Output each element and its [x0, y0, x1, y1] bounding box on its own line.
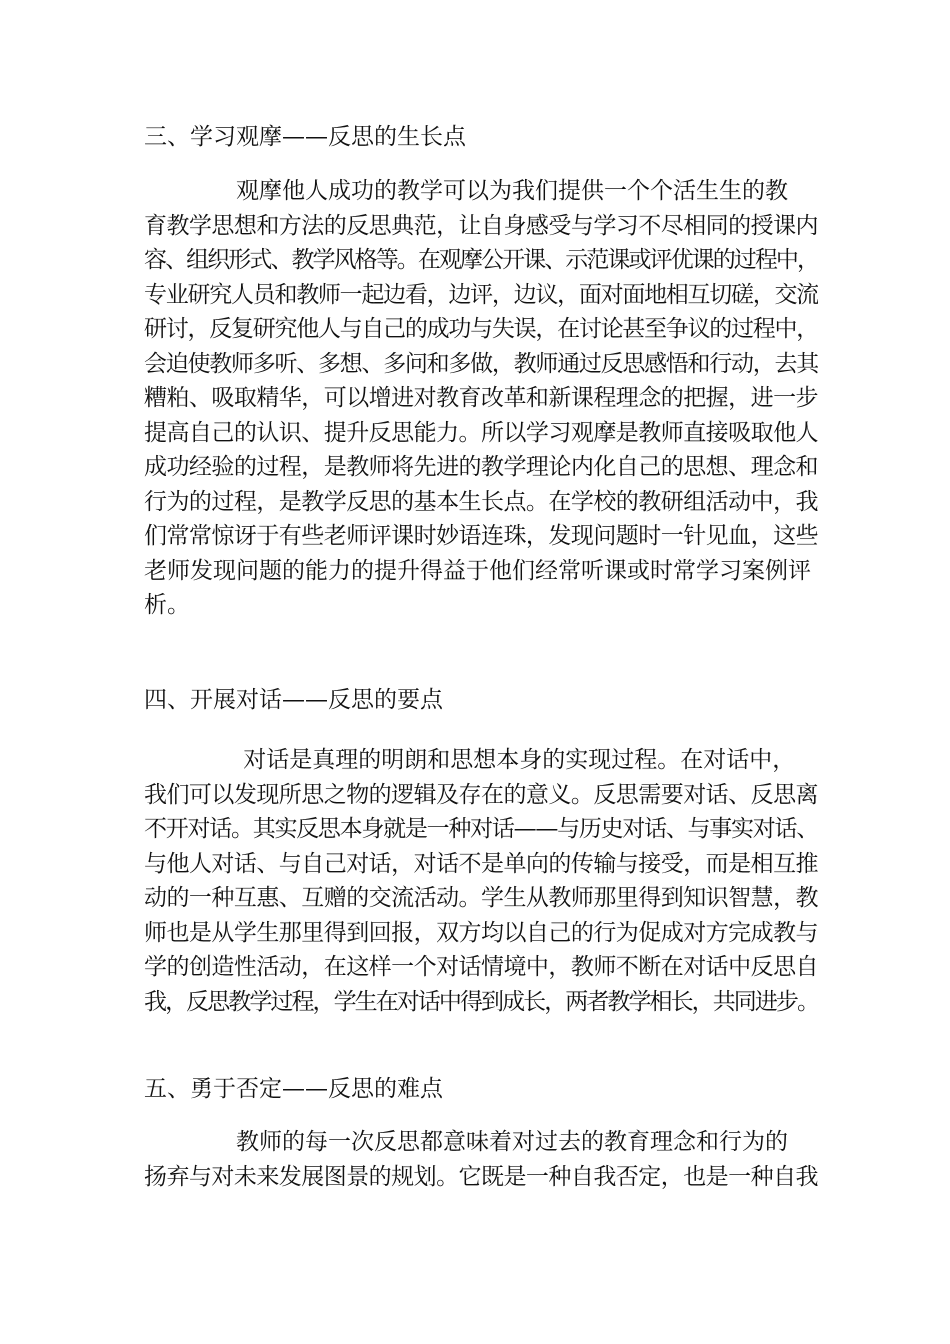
text-line: 育教学思想和方法的反思典范，让自身感受与学习不尽相同的授课内 — [144, 212, 818, 239]
text-line: 容、组织形式、教学风格等。在观摩公开课、示范课或评优课的过程中， — [144, 247, 818, 273]
text-line: 专业研究人员和教师一起边看，边评，边议，面对面地相互切磋，交流 — [144, 281, 818, 308]
section-heading-3: 三、学习观摩——反思的生长点 — [144, 124, 466, 150]
text-line: 行为的过程，是教学反思的基本生长点。在学校的教研组活动中，我 — [144, 488, 818, 515]
text-line: 师也是从学生那里得到回报，双方均以自己的行为促成对方完成教与 — [144, 919, 818, 946]
text-line: 教师的每一次反思都意味着对过去的教育理念和行为的 — [144, 1129, 788, 1155]
text-line: 对话是真理的明朗和思想本身的实现过程。在对话中， — [144, 747, 796, 773]
section-paragraph-5 — [144, 1125, 818, 1194]
text-line: 会迫使教师多听、多想、多问和多做，教师通过反思感悟和行动，去其 — [144, 350, 818, 377]
text-line: 学的创造性活动，在这样一个对话情境中，教师不断在对话中反思自 — [144, 954, 818, 980]
text-line: 提高自己的认识、提升反思能力。所以学习观摩是教师直接吸取他人 — [144, 419, 818, 446]
section-paragraph-4 — [144, 743, 818, 1019]
text-line: 我们可以发现所思之物的逻辑及存在的意义。反思需要对话、反思离 — [144, 781, 818, 808]
text-line: 研讨，反复研究他人与自己的成功与失误，在讨论甚至争议的过程中， — [144, 316, 818, 342]
text-line: 糟粕、吸取精华，可以增进对教育改革和新课程理念的把握，进一步 — [144, 385, 818, 411]
section-heading-5: 五、勇于否定——反思的难点 — [144, 1076, 443, 1102]
text-line: 观摩他人成功的教学可以为我们提供一个个活生生的教 — [144, 178, 788, 204]
text-line: 老师发现问题的能力的提升得益于他们经常听课或时常学习案例评 — [144, 557, 811, 584]
text-line: 们常常惊讶于有些老师评课时妙语连珠，发现问题时一针见血，这些 — [144, 523, 818, 549]
section-heading-4: 四、开展对话——反思的要点 — [144, 687, 443, 713]
section-paragraph-3 — [144, 174, 818, 623]
text-line: 我，反思教学过程，学生在对话中得到成长，两者教学相长，共同进步。 — [144, 988, 818, 1015]
text-line: 扬弃与对未来发展图景的规划。它既是一种自我否定，也是一种自我 — [144, 1163, 818, 1190]
text-line: 析。 — [144, 592, 190, 618]
text-line: 与他人对话、与自己对话，对话不是单向的传输与接受，而是相互推 — [144, 850, 818, 877]
text-line: 动的一种互惠、互赠的交流活动。学生从教师那里得到知识智慧，教 — [144, 885, 818, 911]
text-line: 成功经验的过程，是教师将先进的教学理论内化自己的思想、理念和 — [144, 454, 818, 480]
text-line: 不开对话。其实反思本身就是一种对话——与历史对话、与事实对话、 — [144, 816, 818, 842]
